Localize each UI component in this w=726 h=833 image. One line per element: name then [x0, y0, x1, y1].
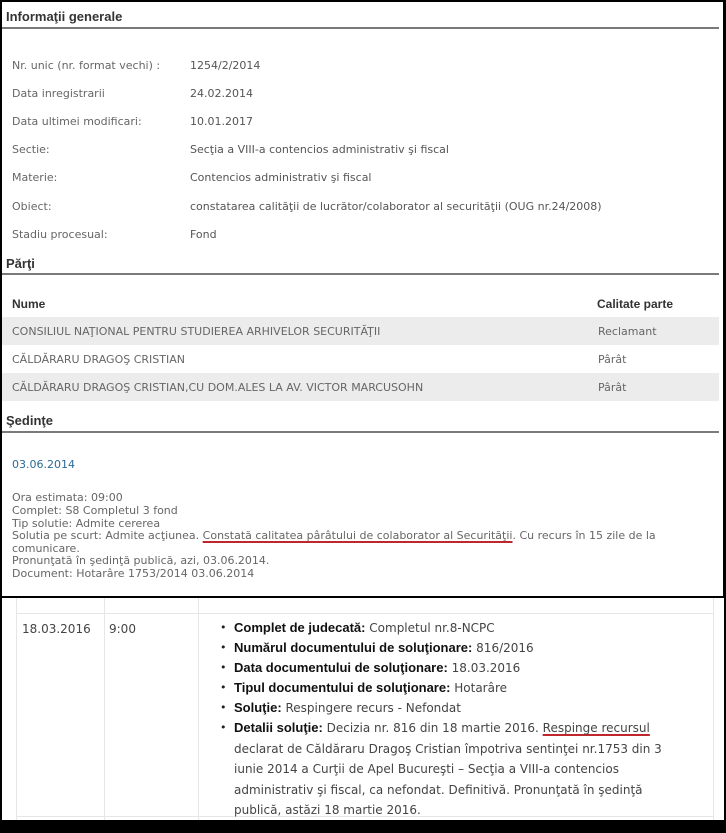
info-row-data-modificari [12, 107, 723, 135]
party-name: CĂLDĂRARU DRAGOŞ CRISTIAN [12, 352, 185, 366]
info-value: 10.01.2017 [190, 114, 253, 128]
list-item [220, 718, 680, 821]
solution-text: Solutia pe scurt: Admite acţiunea. [12, 529, 203, 543]
hearing-pronounced: Pronunţată în şedinţă publică, azi, 03.06.2014. [12, 554, 270, 568]
section-title-general-info: Informaţii generale [2, 2, 719, 29]
detail-value: Completul nr.8-NCPC [365, 621, 495, 635]
list-item [220, 638, 680, 658]
detail-value: Respingere recurs - Nefondat [281, 701, 461, 715]
parti-table [2, 317, 719, 401]
detail-value: Decizia nr. 816 din 18 martie 2016. [322, 721, 543, 735]
detail-key: Complet de judecată: [234, 620, 366, 635]
info-label: Data ultimei modificari: [12, 114, 142, 128]
info-value: 24.02.2014 [190, 86, 253, 100]
info-row-sectie [12, 136, 723, 164]
appeal-details-list [220, 618, 680, 821]
table-row [2, 373, 719, 401]
appeal-date: 18.03.2016 [22, 622, 91, 636]
info-value: Contencios administrativ şi fiscal [190, 171, 372, 185]
info-value: constatarea calităţii de lucrător/colaborator al securităţii (OUG nr.24/2008) [190, 199, 602, 213]
party-name: CĂLDĂRARU DRAGOŞ CRISTIAN,CU DOM.ALES LA AV. VICTOR MARCUSOHN [12, 380, 424, 394]
party-role: Reclamant [598, 324, 657, 338]
info-label: Sectie: [12, 143, 50, 157]
hearing-complet: Complet: S8 Completul 3 fond [12, 503, 178, 517]
section-title-sedinte: Şedinţe [2, 409, 719, 433]
info-label: Nr. unic (nr. format vechi) : [12, 58, 161, 72]
detail-key: Detalii soluţie: [234, 720, 323, 735]
hearing-time: Ora estimata: 09:00 [12, 491, 123, 505]
divider [713, 598, 714, 820]
party-role: Pârât [598, 380, 627, 394]
info-row-nr-unic [12, 51, 723, 79]
info-value: Secţia a VIII-a contencios administrativ şi fiscal [190, 143, 449, 157]
appeal-time: 9:00 [109, 622, 136, 636]
info-value: Fond [190, 227, 217, 241]
detail-value: 816/2016 [472, 641, 534, 655]
detail-key: Data documentului de soluţionare: [234, 660, 448, 675]
table-row [2, 317, 719, 345]
list-item [220, 618, 680, 638]
info-row-data-inregistrarii [12, 79, 723, 107]
detail-value: declarat de Căldăraru Dragoş Cristian împotriva sentinţei nr.1753 din 3 iunie 2014 a Curţii de Apel Bucureşti – Secţia a VIII-a contencios administrativ şi fiscal, ca nefondat. Definitivă. Pronunţată în şedinţă publică, astăzi 18 martie 2016. [234, 741, 662, 817]
solution-text: . Cu recurs în 15 zile de la comunicare. [12, 529, 656, 555]
party-name: CONSILIUL NAŢIONAL PENTRU STUDIEREA ARHIVELOR SECURITĂŢII [12, 324, 381, 338]
solution-highlight: Constată calitatea pârâtului de colaborator al Securităţii [202, 529, 513, 543]
detail-key: Tipul documentului de soluţionare: [234, 680, 451, 695]
column-header-nume: Nume [12, 297, 46, 312]
info-row-materie [12, 164, 723, 192]
case-info-panel [2, 2, 723, 596]
table-row [2, 345, 719, 373]
list-item [220, 678, 680, 698]
parti-table-header [2, 275, 723, 317]
info-row-stadiu [12, 220, 723, 248]
list-item [220, 698, 680, 718]
party-role: Pârât [598, 352, 627, 366]
info-label: Obiect: [12, 199, 52, 213]
info-row-obiect [12, 192, 723, 220]
divider [104, 598, 105, 820]
general-info-list [2, 29, 723, 248]
section-title-parti: Părţi [2, 252, 719, 275]
detail-value: 18.03.2016 [447, 661, 521, 675]
divider [16, 598, 17, 820]
hearing-date: 03.06.2014 [12, 458, 75, 472]
hearing-solution-summary [12, 530, 723, 555]
info-label: Stadiu procesual: [12, 227, 108, 241]
detail-key: Numărul documentului de soluţionare: [234, 640, 473, 655]
info-value: 1254/2/2014 [190, 58, 261, 72]
divider [198, 598, 199, 820]
appeal-panel [2, 598, 724, 820]
divider [16, 613, 714, 614]
hearing-document: Document: Hotarâre 1753/2014 03.06.2014 [12, 566, 255, 580]
list-item [220, 658, 680, 678]
info-label: Data inregistrarii [12, 86, 105, 100]
detail-key: Soluţie: [234, 700, 282, 715]
hearing-solution-type: Tip solutie: Admite cererea [12, 516, 161, 530]
column-header-calitate: Calitate parte [597, 297, 674, 312]
hearing-details [2, 471, 723, 580]
info-label: Materie: [12, 171, 58, 185]
detail-highlight: Respinge recursul [542, 721, 650, 735]
detail-value: Hotarâre [450, 681, 508, 695]
